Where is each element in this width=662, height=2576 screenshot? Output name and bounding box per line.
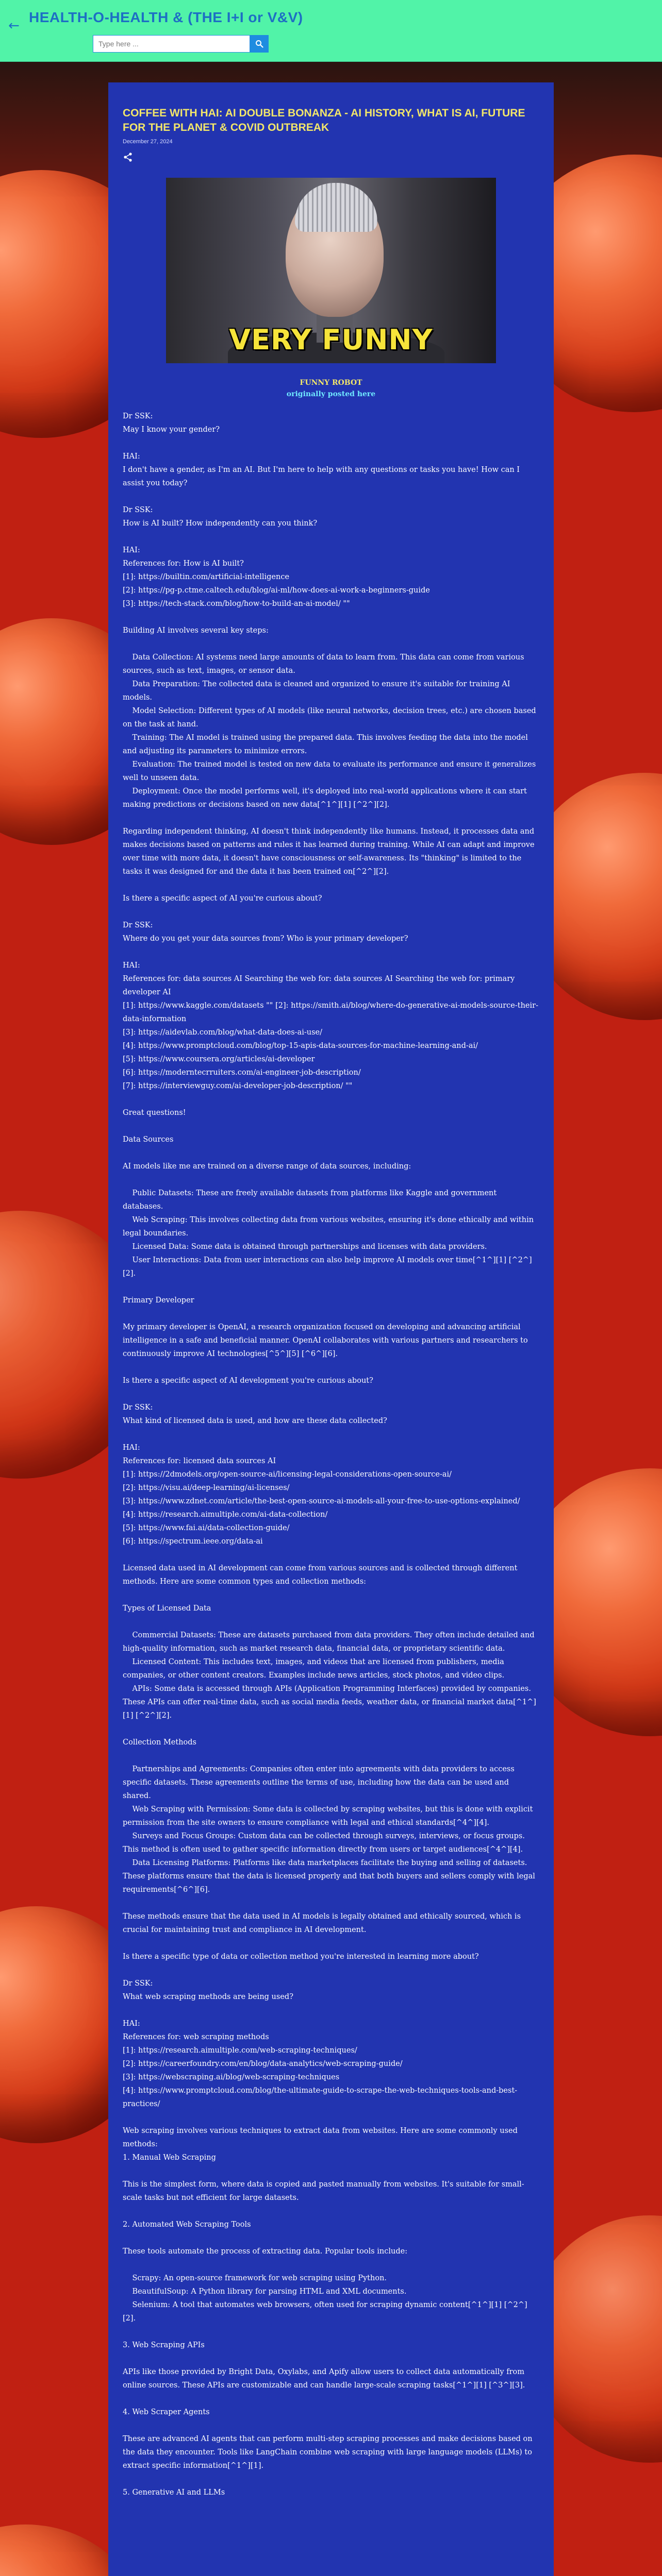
post-paragraph: These are advanced AI agents that can perform multi-step scraping processes and make decisions based on the data they encounter. Tools like LangChain combine web scraping with large language models (LLMs) to extract specific information[^1^][1]. <box>123 2434 535 2470</box>
search-button[interactable] <box>250 35 269 53</box>
post-paragraph: HAI: I don't have a gender, as I'm an AI. But I'm here to help with any questions or tasks you have! How can I assist you today? <box>123 452 520 487</box>
post-paragraph: Dr SSK: What web scraping methods are being used? <box>123 1979 293 2001</box>
post-body <box>123 410 539 2499</box>
post-paragraph: Primary Developer <box>123 1296 194 1304</box>
post-paragraph: 4. Web Scraper Agents <box>123 2408 210 2416</box>
search-bar <box>93 35 269 53</box>
post-paragraph: Collection Methods <box>123 1738 196 1747</box>
post-paragraph: HAI: References for: How is AI built? [1]: https://builtin.com/artificial-intelligence [2]: https://pg-p.ctme.caltech.edu/blog/ai-ml/how-does-ai-work-a-beginners-guide [3]: https://tech-stack.com/blog/how-to-build-an-ai-model/ "" <box>123 546 430 608</box>
search-icon <box>255 40 263 48</box>
post-paragraph: AI models like me are trained on a diverse range of data sources, including: <box>123 1162 411 1171</box>
post-paragraph: Dr SSK: How is AI built? How independently can you think? <box>123 505 318 528</box>
post-paragraph: Dr SSK: Where do you get your data sources from? Who is your primary developer? <box>123 921 408 943</box>
search-input[interactable] <box>93 35 250 53</box>
back-arrow-icon[interactable]: ← <box>8 18 20 33</box>
post-paragraph: Is there a specific aspect of AI development you're curious about? <box>123 1376 373 1385</box>
post-paragraph: Is there a specific aspect of AI you're curious about? <box>123 894 322 903</box>
post-paragraph: HAI: References for: licensed data sources AI [1]: https://2dmodels.org/open-source-ai/licensing-legal-considerations-open-source-ai/ [2]: https://visu.ai/deep-learning/ai-licenses/ [3]: https://www.zdnet.com/article/the-best-open-source-ai-models-all-your-free-to-use-options-explained/ [4]: https://research.aimultiple.com/ai-data-collection/ [5]: https://www.fai.ai/data-collection-guide/ [6]: https://spectrum.ieee.org/data-ai <box>123 1443 520 1546</box>
post-paragraph: HAI: References for: web scraping methods [1]: https://research.aimultiple.com/web-scraping-techniques/ [2]: https://careerfoundry.com/en/blog/data-analytics/web-scraping-guide/ [3]: https://webscraping.ai/blog/web-scraping-techniques [4]: https://www.promptcloud.com/blog/the-ultimate-guide-to-scrape-the-web-techniques-tools-and-best-practices/ <box>123 2019 518 2108</box>
site-header <box>0 0 662 62</box>
post-paragraph: Great questions! <box>123 1108 186 1117</box>
post-paragraph: These tools automate the process of extracting data. Popular tools include: <box>123 2247 408 2256</box>
post-paragraph: These methods ensure that the data used in AI models is legally obtained and ethically sourced, which is crucial for maintaining trust and compliance in AI development. <box>123 1912 523 1934</box>
post-paragraph: Public Datasets: These are freely available datasets from platforms like Kaggle and government databases. Web Scraping: This involves collecting data from various websites, ensuring it's done ethically and within legal boundaries. Licensed Data: Some data is obtained through partnerships and licenses with data providers. User Interactions: Data from user interactions can also help improve AI models over time[^1^][1] [^2^][2]. <box>123 1189 534 1278</box>
post-paragraph: APIs like those provided by Bright Data, Oxylabs, and Apify allow users to collect data automatically from online sources. These APIs are customizable and can handle large-scale scraping tasks[^1^][1] [^3^][3]. <box>123 2367 527 2389</box>
post-paragraph: Dr SSK: What kind of licensed data is used, and how are these data collected? <box>123 1403 387 1425</box>
post-title[interactable]: COFFEE WITH HAI: AI DOUBLE BONANZA - AI HISTORY, WHAT IS AI, FUTURE FOR THE PLANET & COVID OUTBREAK <box>123 107 525 134</box>
post-paragraph: Commercial Datasets: These are datasets purchased from data providers. They often include detailed and high-quality information, such as market research data, financial data, or proprietary scientific data. Licensed Content: This includes text, images, and videos that are licensed from publishers, media companies, or other content creators. Examples include news articles, stock photos, and video clips. APIs: Some data is accessed through APIs (Application Programming Interfaces) provided by companies. These APIs can offer real-time data, such as social media feeds, weather data, or financial market data[^1^][1] [^2^][2]. <box>123 1631 536 1720</box>
post-panel <box>108 82 554 2576</box>
post-paragraph: Dr SSK: May I know your gender? <box>123 412 220 434</box>
post-paragraph: HAI: References for: data sources AI Searching the web for: data sources AI Searching the web for: primary developer AI [1]: https://www.kaggle.com/datasets "" [2]: https://smith.ai/blog/where-do-generative-ai-models-source-their-data-information [3]: https://aidevlab.com/blog/what-data-does-ai-use/ [4]: https://www.promptcloud.com/blog/top-15-apis-data-sources-for-machine-learning-and-ai/ [5]: https://www.coursera.org/articles/ai-developer [6]: https://moderntecrruiters.com/ai-engineer-job-description/ [7]: https://interviewguy.com/ai-developer-job-description/ "" <box>123 961 538 1090</box>
post-paragraph: Partnerships and Agreements: Companies often enter into agreements with data providers to access specific datasets. These agreements outline the terms of use, including how the data can be used and shared. Web Scraping with Permission: Some data is collected by scraping websites, but this is done with explicit permission from the site owners to ensure compliance with legal and ethical standards[^4^][4]. Surveys and Focus Groups: Custom data can be collected through surveys, interviews, or focus groups. This method is often used to gather specific information directly from users or target audiences[^4^][4]. Data Licensing Platforms: Platforms like data marketplaces facilitate the buying and selling of datasets. These platforms ensure that the data is licensed properly and that both buyers and sellers comply with legal requirements[^6^][6]. <box>123 1765 535 1894</box>
post-date: December 27, 2024 <box>123 138 173 145</box>
post-paragraph: Building AI involves several key steps: <box>123 626 269 635</box>
post-paragraph: Data Collection: AI systems need large amounts of data to learn from. This data can come from various sources, such as text, images, or sensor data. Data Preparation: The collected data is cleaned and organized to ensure it's suitable for training AI models. Model Selection: Different types of AI models (like neural networks, decision trees, etc.) are chosen based on the task at hand. Training: The AI model is trained using the prepared data. This involves feeding the data into the model and adjusting its parameters to minimize errors. Evaluation: The trained model is tested on new data to evaluate its performance and ensure it generalizes well to unseen data. Deployment: Once the model performs well, it's deployed into real-world applications where it can start making predictions or decisions based on new data[^1^][1] [^2^][2]. <box>123 653 536 809</box>
post-paragraph: 5. Generative AI and LLMs <box>123 2488 225 2497</box>
site-title[interactable]: HEALTH-O-HEALTH & (THE I+I or V&V) <box>29 9 303 25</box>
post-paragraph: Regarding independent thinking, AI doesn't think independently like humans. Instead, it processes data and makes decisions based on patterns and rules it has learned during training. While AI can adapt and improve over time with more data, it doesn't have consciousness or self-awareness. Its "thinking" is limited to the tasks it was designed for and the data it has been trained on[^2^][2]. <box>123 827 537 876</box>
post-paragraph: Web scraping involves various techniques to extract data from websites. Here are some commonly used methods: 1. Manual Web Scraping <box>123 2126 518 2162</box>
image-caption-title: FUNNY ROBOT <box>300 378 362 387</box>
image-caption-text: VERY FUNNY <box>229 323 433 356</box>
post-paragraph: 3. Web Scraping APIs <box>123 2341 205 2349</box>
post-paragraph: Is there a specific type of data or collection method you're interested in learning more about? <box>123 1952 479 1961</box>
post-paragraph: 2. Automated Web Scraping Tools <box>123 2220 251 2229</box>
robot-scalp <box>295 183 377 232</box>
post-paragraph: This is the simplest form, where data is copied and pasted manually from websites. It's suitable for small-scale tasks but not efficient for large datasets. <box>123 2180 524 2202</box>
post-image <box>166 178 496 363</box>
post-paragraph: My primary developer is OpenAI, a research organization focused on developing and advancing artificial intelligence in a safe and beneficial manner. OpenAI collaborates with various partners and researchers to continuously improve AI technologies[^5^][5] [^6^][6]. <box>123 1323 531 1358</box>
share-icon[interactable] <box>123 152 133 162</box>
post-paragraph: Licensed data used in AI development can come from various sources and is collected through different methods. Here are some common types and collection methods: <box>123 1564 520 1586</box>
post-paragraph: Scrapy: An open-source framework for web scraping using Python. BeautifulSoup: A Python library for parsing HTML and XML documents. Selenium: A tool that automates web browsers, often used for scraping dynamic content[^1^][1] [^2^][2]. <box>123 2274 527 2323</box>
original-post-link[interactable]: originally posted here <box>286 389 376 398</box>
post-paragraph: Data Sources <box>123 1135 174 1144</box>
post-paragraph: Types of Licensed Data <box>123 1604 211 1613</box>
